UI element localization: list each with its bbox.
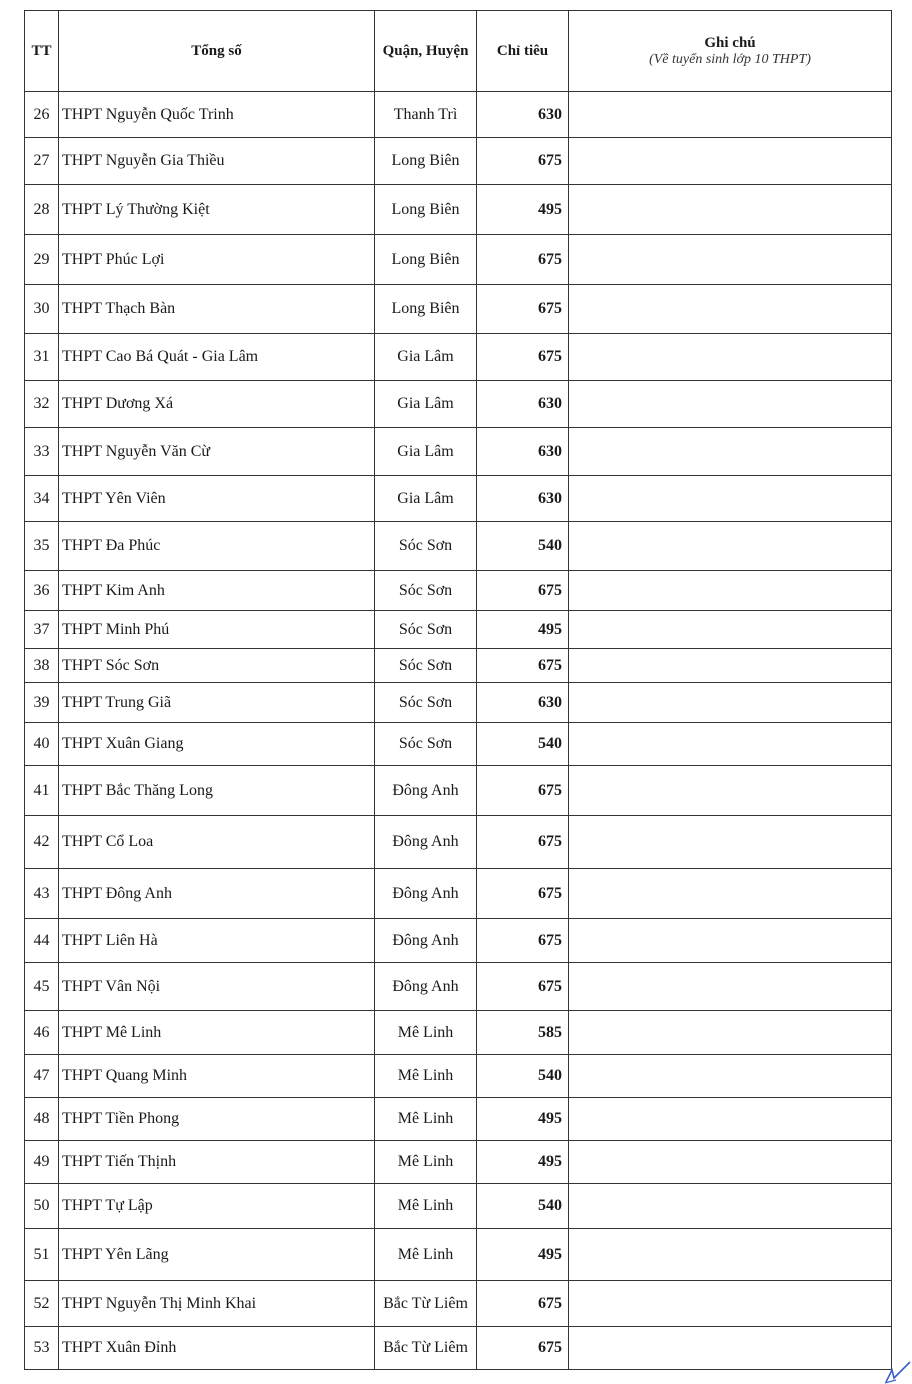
row-note bbox=[569, 571, 892, 611]
row-note bbox=[569, 1327, 892, 1370]
row-district: Long Biên bbox=[375, 185, 477, 235]
row-district: Sóc Sơn bbox=[375, 522, 477, 571]
row-tt: 38 bbox=[25, 649, 59, 683]
row-note bbox=[569, 611, 892, 649]
row-district: Sóc Sơn bbox=[375, 571, 477, 611]
row-note bbox=[569, 381, 892, 428]
table-row bbox=[25, 522, 892, 571]
row-district: Đông Anh bbox=[375, 766, 477, 816]
row-quota: 495 bbox=[477, 1229, 569, 1281]
table-row bbox=[25, 428, 892, 476]
row-quota: 630 bbox=[477, 428, 569, 476]
row-tt: 43 bbox=[25, 869, 59, 919]
row-quota: 540 bbox=[477, 522, 569, 571]
row-note bbox=[569, 766, 892, 816]
row-tt: 34 bbox=[25, 476, 59, 522]
row-district: Mê Linh bbox=[375, 1184, 477, 1229]
row-quota: 675 bbox=[477, 869, 569, 919]
row-school-name: THPT Cổ Loa bbox=[59, 816, 375, 869]
row-district: Thanh Trì bbox=[375, 92, 477, 138]
row-school-name: THPT Dương Xá bbox=[59, 381, 375, 428]
row-quota: 675 bbox=[477, 334, 569, 381]
table-row bbox=[25, 571, 892, 611]
row-quota: 675 bbox=[477, 816, 569, 869]
row-district: Gia Lâm bbox=[375, 428, 477, 476]
table-row bbox=[25, 1011, 892, 1055]
row-note bbox=[569, 1098, 892, 1141]
row-note bbox=[569, 428, 892, 476]
row-district: Mê Linh bbox=[375, 1055, 477, 1098]
row-note bbox=[569, 683, 892, 723]
row-school-name: THPT Phúc Lợi bbox=[59, 235, 375, 285]
table-row bbox=[25, 1055, 892, 1098]
row-district: Đông Anh bbox=[375, 919, 477, 963]
header-quota: Chỉ tiêu bbox=[477, 11, 569, 92]
table-body bbox=[25, 92, 892, 1370]
row-school-name: THPT Trung Giã bbox=[59, 683, 375, 723]
header-note bbox=[569, 11, 892, 92]
row-quota: 675 bbox=[477, 571, 569, 611]
table-row bbox=[25, 611, 892, 649]
row-note bbox=[569, 476, 892, 522]
row-district: Gia Lâm bbox=[375, 381, 477, 428]
row-tt: 45 bbox=[25, 963, 59, 1011]
row-district: Long Biên bbox=[375, 285, 477, 334]
row-note bbox=[569, 1011, 892, 1055]
row-note bbox=[569, 1229, 892, 1281]
row-school-name: THPT Đa Phúc bbox=[59, 522, 375, 571]
row-quota: 630 bbox=[477, 683, 569, 723]
header-tt: TT bbox=[25, 11, 59, 92]
table-row bbox=[25, 1229, 892, 1281]
row-note bbox=[569, 869, 892, 919]
row-quota: 675 bbox=[477, 285, 569, 334]
row-school-name: THPT Lý Thường Kiệt bbox=[59, 185, 375, 235]
row-school-name: THPT Kim Anh bbox=[59, 571, 375, 611]
row-note bbox=[569, 919, 892, 963]
table-row bbox=[25, 476, 892, 522]
row-tt: 41 bbox=[25, 766, 59, 816]
table-row bbox=[25, 235, 892, 285]
row-tt: 53 bbox=[25, 1327, 59, 1370]
row-district: Gia Lâm bbox=[375, 476, 477, 522]
row-district: Sóc Sơn bbox=[375, 683, 477, 723]
table-row bbox=[25, 185, 892, 235]
table-row bbox=[25, 1141, 892, 1184]
row-quota: 675 bbox=[477, 235, 569, 285]
row-school-name: THPT Cao Bá Quát - Gia Lâm bbox=[59, 334, 375, 381]
row-tt: 48 bbox=[25, 1098, 59, 1141]
table-row bbox=[25, 1281, 892, 1327]
row-tt: 29 bbox=[25, 235, 59, 285]
row-quota: 540 bbox=[477, 723, 569, 766]
table-row bbox=[25, 649, 892, 683]
row-tt: 26 bbox=[25, 92, 59, 138]
row-quota: 675 bbox=[477, 1327, 569, 1370]
header-note-subtitle: (Về tuyển sinh lớp 10 THPT) bbox=[649, 51, 811, 67]
row-school-name: THPT Xuân Đỉnh bbox=[59, 1327, 375, 1370]
row-school-name: THPT Tiền Phong bbox=[59, 1098, 375, 1141]
row-quota: 630 bbox=[477, 92, 569, 138]
row-note bbox=[569, 235, 892, 285]
table-row bbox=[25, 92, 892, 138]
row-tt: 30 bbox=[25, 285, 59, 334]
row-tt: 49 bbox=[25, 1141, 59, 1184]
row-district: Đông Anh bbox=[375, 869, 477, 919]
row-quota: 495 bbox=[477, 611, 569, 649]
row-quota: 495 bbox=[477, 1141, 569, 1184]
row-quota: 540 bbox=[477, 1055, 569, 1098]
row-school-name: THPT Nguyễn Gia Thiều bbox=[59, 138, 375, 185]
row-district: Đông Anh bbox=[375, 816, 477, 869]
row-tt: 32 bbox=[25, 381, 59, 428]
table-row bbox=[25, 919, 892, 963]
table-row bbox=[25, 138, 892, 185]
row-district: Đông Anh bbox=[375, 963, 477, 1011]
row-quota: 630 bbox=[477, 381, 569, 428]
row-note bbox=[569, 649, 892, 683]
row-tt: 42 bbox=[25, 816, 59, 869]
table-row bbox=[25, 285, 892, 334]
row-quota: 675 bbox=[477, 1281, 569, 1327]
row-note bbox=[569, 1281, 892, 1327]
row-school-name: THPT Nguyễn Văn Cừ bbox=[59, 428, 375, 476]
table-row bbox=[25, 381, 892, 428]
row-school-name: THPT Bắc Thăng Long bbox=[59, 766, 375, 816]
row-quota: 675 bbox=[477, 138, 569, 185]
row-note bbox=[569, 92, 892, 138]
row-note bbox=[569, 1055, 892, 1098]
table-row bbox=[25, 334, 892, 381]
row-note bbox=[569, 1184, 892, 1229]
row-note bbox=[569, 334, 892, 381]
row-school-name: THPT Mê Linh bbox=[59, 1011, 375, 1055]
row-tt: 28 bbox=[25, 185, 59, 235]
school-quota-table bbox=[24, 10, 892, 1370]
table-row bbox=[25, 723, 892, 766]
row-school-name: THPT Minh Phú bbox=[59, 611, 375, 649]
row-note bbox=[569, 816, 892, 869]
row-school-name: THPT Liên Hà bbox=[59, 919, 375, 963]
signature-mark-icon bbox=[882, 1358, 912, 1384]
row-tt: 37 bbox=[25, 611, 59, 649]
row-quota: 675 bbox=[477, 649, 569, 683]
row-school-name: THPT Thạch Bàn bbox=[59, 285, 375, 334]
header-district: Quận, Huyện bbox=[375, 11, 477, 92]
row-district: Mê Linh bbox=[375, 1229, 477, 1281]
row-quota: 495 bbox=[477, 1098, 569, 1141]
row-tt: 27 bbox=[25, 138, 59, 185]
row-tt: 47 bbox=[25, 1055, 59, 1098]
row-district: Mê Linh bbox=[375, 1098, 477, 1141]
row-tt: 40 bbox=[25, 723, 59, 766]
row-quota: 675 bbox=[477, 919, 569, 963]
row-school-name: THPT Nguyễn Thị Minh Khai bbox=[59, 1281, 375, 1327]
row-district: Gia Lâm bbox=[375, 334, 477, 381]
row-tt: 50 bbox=[25, 1184, 59, 1229]
row-district: Bắc Từ Liêm bbox=[375, 1281, 477, 1327]
row-district: Sóc Sơn bbox=[375, 649, 477, 683]
row-note bbox=[569, 285, 892, 334]
table-header-row bbox=[25, 11, 892, 92]
table-row bbox=[25, 1327, 892, 1370]
row-district: Long Biên bbox=[375, 235, 477, 285]
table-row bbox=[25, 683, 892, 723]
table-row bbox=[25, 1184, 892, 1229]
row-quota: 675 bbox=[477, 963, 569, 1011]
row-note bbox=[569, 723, 892, 766]
row-school-name: THPT Nguyễn Quốc Trinh bbox=[59, 92, 375, 138]
row-school-name: THPT Sóc Sơn bbox=[59, 649, 375, 683]
row-school-name: THPT Quang Minh bbox=[59, 1055, 375, 1098]
row-tt: 31 bbox=[25, 334, 59, 381]
row-quota: 495 bbox=[477, 185, 569, 235]
row-note bbox=[569, 185, 892, 235]
row-school-name: THPT Đông Anh bbox=[59, 869, 375, 919]
row-district: Long Biên bbox=[375, 138, 477, 185]
row-tt: 46 bbox=[25, 1011, 59, 1055]
table-row bbox=[25, 766, 892, 816]
row-school-name: THPT Vân Nội bbox=[59, 963, 375, 1011]
row-tt: 35 bbox=[25, 522, 59, 571]
table-row bbox=[25, 1098, 892, 1141]
row-school-name: THPT Xuân Giang bbox=[59, 723, 375, 766]
row-quota: 540 bbox=[477, 1184, 569, 1229]
row-tt: 39 bbox=[25, 683, 59, 723]
row-note bbox=[569, 522, 892, 571]
row-tt: 33 bbox=[25, 428, 59, 476]
header-name: Tổng số bbox=[59, 11, 375, 92]
row-note bbox=[569, 138, 892, 185]
table-row bbox=[25, 869, 892, 919]
row-tt: 44 bbox=[25, 919, 59, 963]
row-district: Sóc Sơn bbox=[375, 723, 477, 766]
row-tt: 52 bbox=[25, 1281, 59, 1327]
row-school-name: THPT Yên Viên bbox=[59, 476, 375, 522]
row-district: Mê Linh bbox=[375, 1141, 477, 1184]
row-quota: 585 bbox=[477, 1011, 569, 1055]
row-district: Bắc Từ Liêm bbox=[375, 1327, 477, 1370]
row-tt: 36 bbox=[25, 571, 59, 611]
row-school-name: THPT Tiến Thịnh bbox=[59, 1141, 375, 1184]
row-quota: 630 bbox=[477, 476, 569, 522]
row-quota: 675 bbox=[477, 766, 569, 816]
table-row bbox=[25, 816, 892, 869]
row-school-name: THPT Yên Lãng bbox=[59, 1229, 375, 1281]
row-note bbox=[569, 1141, 892, 1184]
row-school-name: THPT Tự Lập bbox=[59, 1184, 375, 1229]
row-district: Sóc Sơn bbox=[375, 611, 477, 649]
table-row bbox=[25, 963, 892, 1011]
row-note bbox=[569, 963, 892, 1011]
header-note-title: Ghi chú bbox=[704, 34, 756, 51]
row-tt: 51 bbox=[25, 1229, 59, 1281]
row-district: Mê Linh bbox=[375, 1011, 477, 1055]
